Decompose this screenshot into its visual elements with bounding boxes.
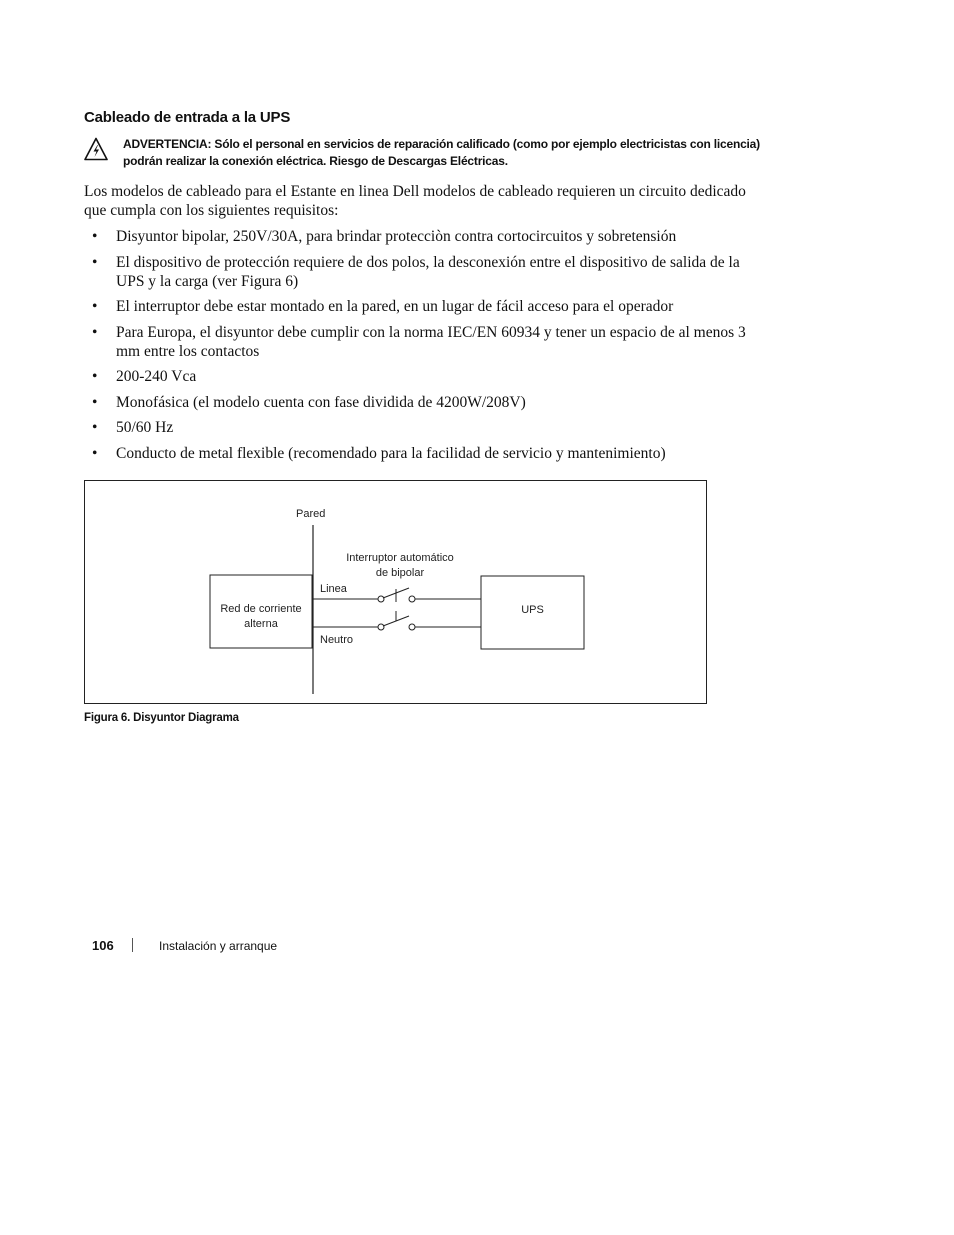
line-label: Linea xyxy=(320,583,347,595)
breaker-label-line2: de bipolar xyxy=(375,567,425,579)
list-item-text: Disyuntor bipolar, 250V/30A, para brindar protecciòn contra cortocircuitos y sobretensión xyxy=(116,228,677,245)
bullet: • xyxy=(92,228,98,245)
warning-text: Sólo el personal en servicios de reparación calificado (como por ejemplo electricistas con licencia) podrán realizar la conexión eléctrica. Riesgo de Descargas Eléctricas. xyxy=(123,137,760,168)
list-item-text: 200-240 Vca xyxy=(116,368,197,385)
footer-section-title: Instalación y arranque xyxy=(159,939,278,953)
line-contact-right xyxy=(409,596,415,602)
section-heading: Cableado de entrada a la UPS xyxy=(84,109,291,126)
page-number: 106 xyxy=(92,938,114,953)
list-item-text: Conducto de metal flexible (recomendado para la facilidad de servicio y mantenimiento) xyxy=(116,445,666,462)
list-item-text: Monofásica (el modelo cuenta con fase dividida de 4200W/208V) xyxy=(116,394,526,411)
bullet: • xyxy=(92,394,98,411)
breaker-label xyxy=(335,551,465,581)
figure-caption: Figura 6. Disyuntor Diagrama xyxy=(84,712,239,724)
intro-paragraph: Los modelos de cableado para el Estante en linea Dell modelos de cableado requieren un circuito dedicado que cumpla con los siguientes requisitos: xyxy=(84,183,746,219)
neutral-label: Neutro xyxy=(320,634,354,646)
ups-label: UPS xyxy=(521,604,544,616)
electrical-hazard-icon xyxy=(84,137,108,161)
list-item-text: El dispositivo de protección requiere de dos polos, la desconexión entre el dispositivo de salida de la UPS y la carga (ver Figura 6) xyxy=(116,254,740,290)
bullet: • xyxy=(92,419,98,436)
breaker-diagram xyxy=(84,480,707,704)
bullet: • xyxy=(92,254,98,271)
warning-notice xyxy=(123,136,763,170)
wall-label: Pared xyxy=(296,508,326,520)
list-item-text: Para Europa, el disyuntor debe cumplir con la norma IEC/EN 60934 y tener un espacio de al menos 3 mm entre los contactos xyxy=(116,324,746,360)
list-item-text: 50/60 Hz xyxy=(116,419,174,436)
bullet: • xyxy=(92,445,98,462)
warning-label: ADVERTENCIA: xyxy=(123,137,212,151)
list-item-text: El interruptor debe estar montado en la pared, en un lugar de fácil acceso para el operador xyxy=(116,298,674,315)
footer-divider xyxy=(132,938,133,952)
breaker-label-line1: Interruptor automático xyxy=(346,552,454,564)
ac-source-label-line2: alterna xyxy=(244,618,278,630)
bullet: • xyxy=(92,298,98,315)
bullet: • xyxy=(92,368,98,385)
neutral-contact-left xyxy=(378,624,384,630)
diagram-drawing xyxy=(85,481,708,705)
ac-source-label-line1: Red de corriente xyxy=(220,603,302,615)
line-contact-left xyxy=(378,596,384,602)
bullet: • xyxy=(92,324,98,341)
ac-source-label xyxy=(210,602,312,632)
neutral-contact-right xyxy=(409,624,415,630)
